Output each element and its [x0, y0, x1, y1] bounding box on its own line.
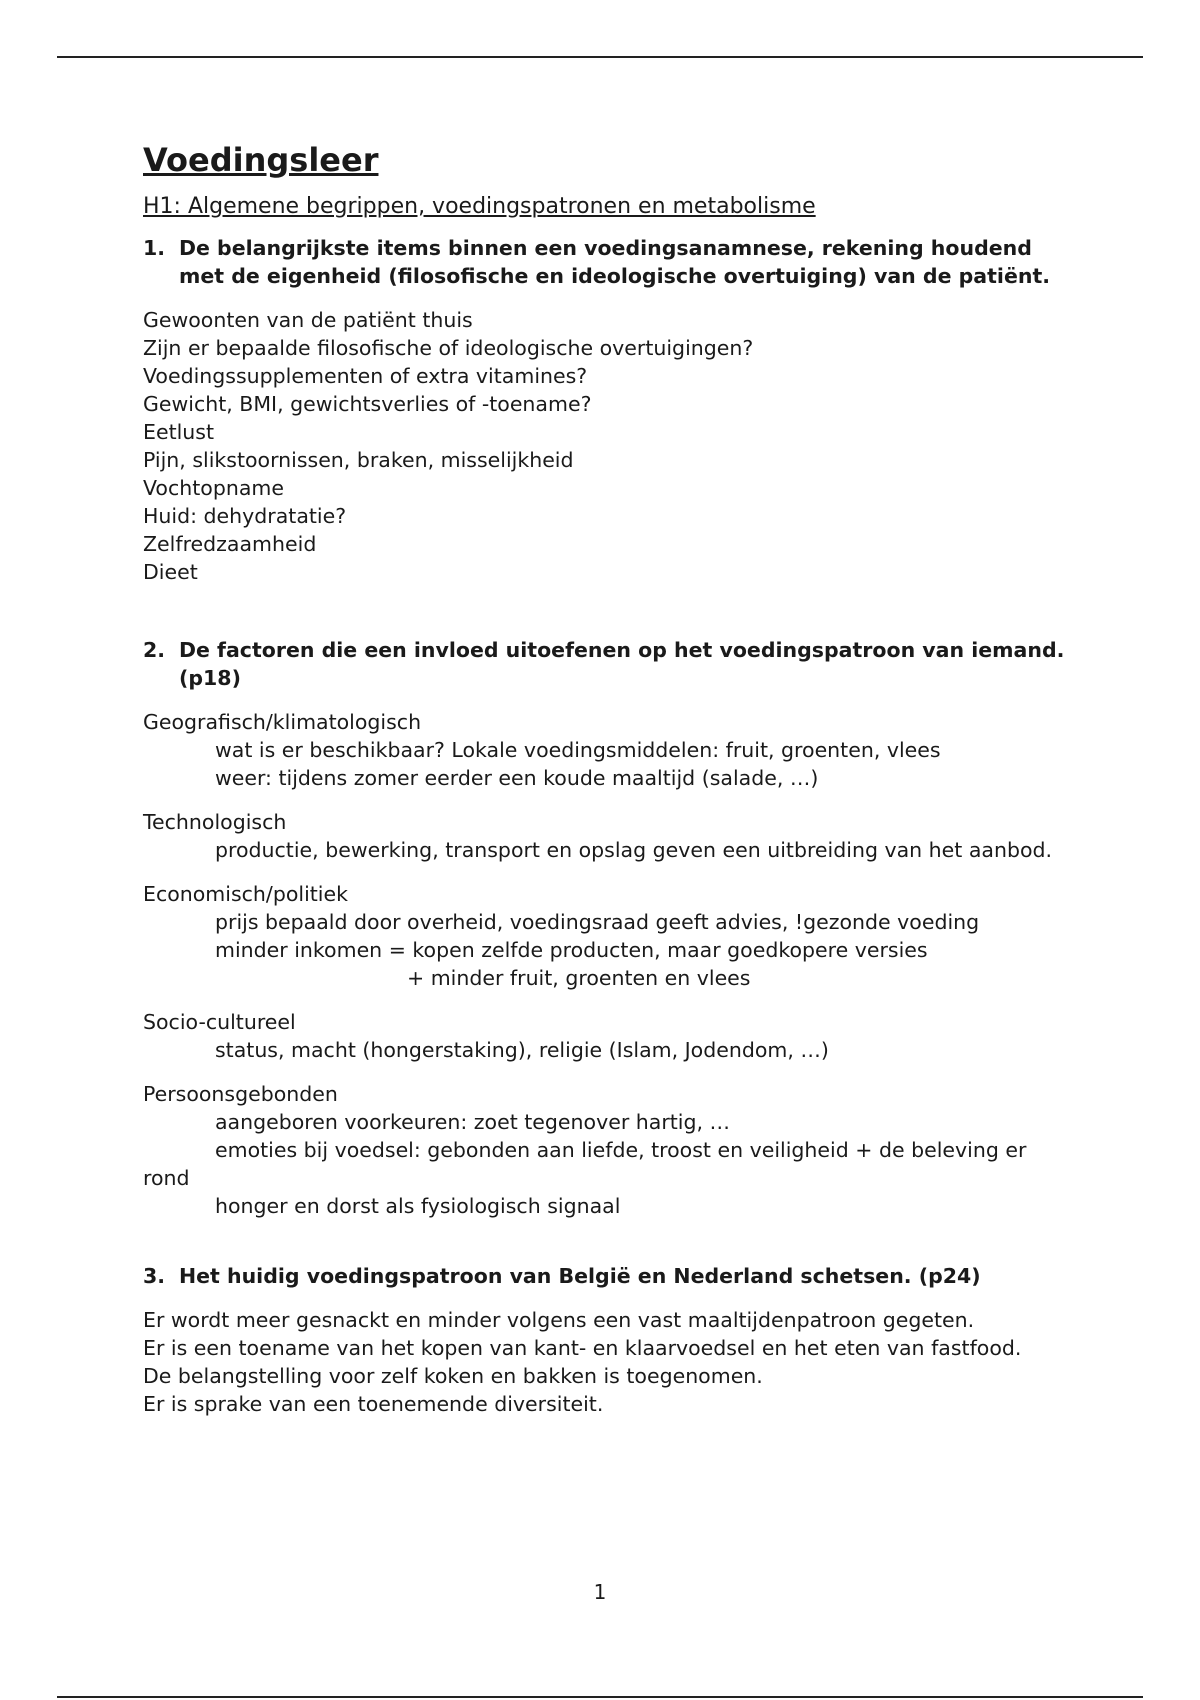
factor-line: prijs bepaald door overheid, voedingsraad geeft advies, !gezonde voeding [215, 910, 980, 934]
document-title: Voedingsleer [143, 141, 379, 179]
list-item: Zijn er bepaalde filosofische of ideologische overtuigingen? [143, 336, 754, 360]
question-3-number: 3. [143, 1264, 166, 1288]
list-item: Voedingssupplementen of extra vitamines? [143, 364, 588, 388]
factor-line: wat is er beschikbaar? Lokale voedingsmiddelen: fruit, groenten, vlees [215, 738, 941, 762]
paragraph-line: Er is sprake van een toenemende diversiteit. [143, 1392, 604, 1416]
factor-line: aangeboren voorkeuren: zoet tegenover hartig, … [215, 1110, 731, 1134]
bottom-rule [57, 1696, 1143, 1698]
factor-line: emoties bij voedsel: gebonden aan liefde, troost en veiligheid + de beleving er rond [143, 1138, 1033, 1190]
factor-line: productie, bewerking, transport en opslag geven een uitbreiding van het aanbod. [215, 838, 1053, 862]
list-item: Pijn, slikstoornissen, braken, misselijkheid [143, 448, 574, 472]
top-rule [57, 56, 1143, 58]
list-item: Gewicht, BMI, gewichtsverlies of -toename? [143, 392, 592, 416]
question-2-number: 2. [143, 638, 166, 662]
chapter-heading: H1: Algemene begrippen, voedingspatronen en metabolisme [143, 194, 816, 219]
list-item: Vochtopname [143, 476, 284, 500]
question-1-heading [143, 234, 1073, 290]
question-1-number: 1. [143, 236, 166, 260]
question-1-text: De belangrijkste items binnen een voedingsanamnese, rekening houdend met de eigenheid (filosofische en ideologische overtuiging) van de patiënt. [179, 236, 1051, 288]
factor-technologisch [143, 808, 1073, 864]
factor-socio-cultureel [143, 1008, 1073, 1064]
list-item: Dieet [143, 560, 198, 584]
factor-persoonsgebonden [143, 1080, 1073, 1220]
factor-title: Geografisch/klimatologisch [143, 710, 422, 734]
page-number: 1 [593, 1580, 607, 1604]
factor-line: weer: tijdens zomer eerder een koude maaltijd (salade, …) [215, 766, 819, 790]
paragraph-line: De belangstelling voor zelf koken en bakken is toegenomen. [143, 1364, 763, 1388]
list-item: Zelfredzaamheid [143, 532, 317, 556]
paragraph-line: Er is een toename van het kopen van kant- en klaarvoedsel en het eten van fastfood. [143, 1336, 1022, 1360]
factor-title: Technologisch [143, 810, 287, 834]
list-item: Gewoonten van de patiënt thuis [143, 308, 473, 332]
factor-line: minder inkomen = kopen zelfde producten, maar goedkopere versies [215, 938, 928, 962]
question-1-answer [143, 306, 1073, 586]
question-3-answer [143, 1306, 1073, 1418]
factor-line: status, macht (hongerstaking), religie (Islam, Jodendom, …) [215, 1038, 829, 1062]
question-2-text: De factoren die een invloed uitoefenen op het voedingspatroon van iemand. (p18) [179, 638, 1065, 690]
question-3-heading [143, 1262, 1073, 1290]
paragraph-line: Er wordt meer gesnackt en minder volgens een vast maaltijdenpatroon gegeten. [143, 1308, 975, 1332]
document-body [143, 140, 1073, 1434]
factor-economisch [143, 880, 1073, 992]
factor-line: honger en dorst als fysiologisch signaal [215, 1194, 621, 1218]
factor-geografisch [143, 708, 1073, 792]
question-2-heading [143, 636, 1073, 692]
factor-title: Economisch/politiek [143, 882, 348, 906]
factor-line: + minder fruit, groenten en vlees [407, 966, 751, 990]
list-item: Huid: dehydratatie? [143, 504, 347, 528]
factor-title: Socio-cultureel [143, 1010, 296, 1034]
list-item: Eetlust [143, 420, 215, 444]
factor-title: Persoonsgebonden [143, 1082, 338, 1106]
question-3-text: Het huidig voedingspatroon van België en Nederland schetsen. (p24) [179, 1264, 981, 1288]
